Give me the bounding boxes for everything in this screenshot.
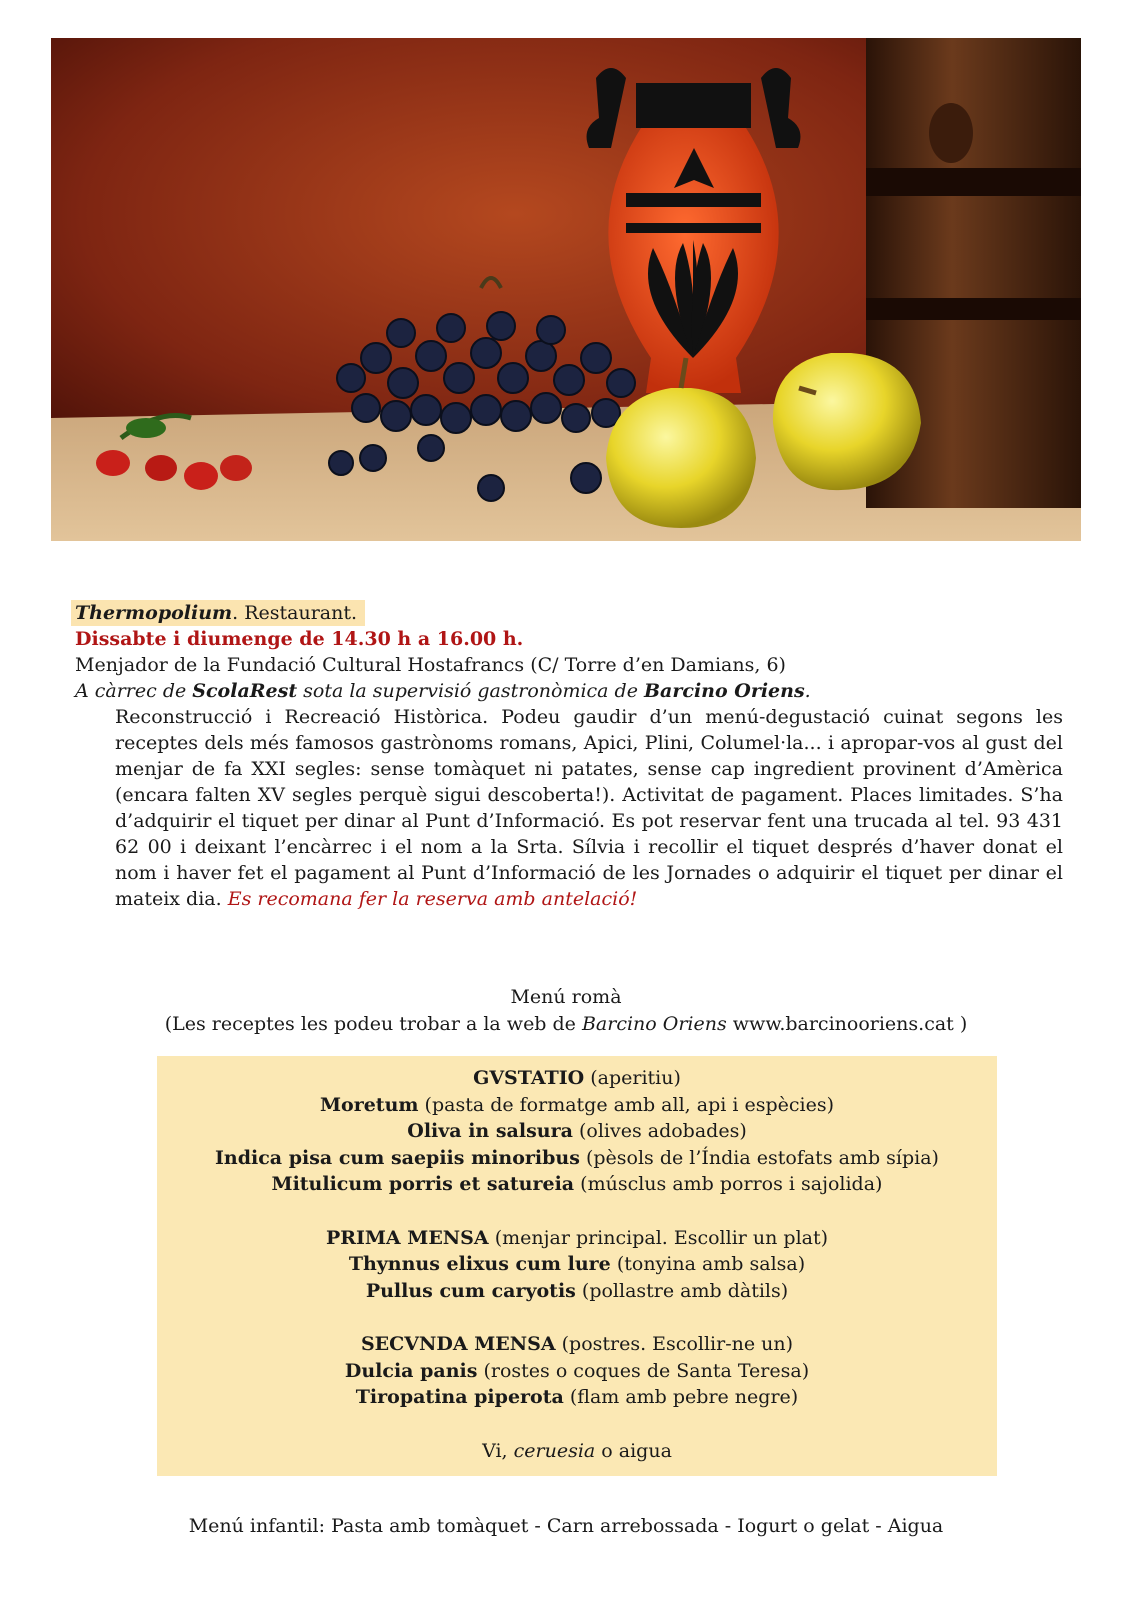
menu-item: Oliva in salsura (olives adobades)	[407, 1120, 747, 1142]
credit-line: A càrrec de ScolaRest sota la supervisió gastronòmica de Barcino Oriens.	[75, 680, 811, 702]
restaurant-name: Thermopolium	[75, 602, 233, 624]
drinks: Vi, ceruesia o aigua	[482, 1439, 672, 1462]
schedule: Dissabte i diumenge de 14.30 h a 16.00 h.	[75, 628, 524, 650]
restaurant-type: . Restaurant.	[232, 602, 358, 624]
still-life-photo-icon	[51, 38, 1081, 541]
menu-title: Menú romà	[510, 986, 622, 1008]
section-secvnda-mensa: SECVNDA MENSA (postres. Escollir-ne un) Dulcia panis (rostes o coques de Santa Teresa) Tiropatina piperota (flam amb pebre negre)	[157, 1331, 997, 1411]
location: Menjador de la Fundació Cultural Hostafrancs (C/ Torre d’en Damians, 6)	[75, 654, 786, 676]
menu-item: Tiropatina piperota (flam amb pebre negre)	[355, 1386, 799, 1408]
section-prima-mensa: PRIMA MENSA (menjar principal. Escollir un plat) Thynnus elixus cum lure (tonyina amb salsa) Pullus cum caryotis (pollastre amb dàtils)	[157, 1225, 997, 1305]
description-text: Reconstrucció i Recreació Històrica. Podeu gaudir d’un menú-degustació cuinat segons les receptes dels més famosos gastrònoms romans, Apici, Plini, Columel·la... i apropar-vos al gust del menjar de fa XXI segles: sense tomàquet ni patates, sense cap ingredient provinent d’Amèrica (encara falten XV segles perquè sigui descoberta!). Activitat de pagament. Places limitades. S’ha d’adquirir el tiquet per dinar al Punt d’Informació. Es pot reservar fent una trucada al tel. 93 431 62 00 i deixant l’encàrrec i el nom a la Srta. Sílvia i recollir el tiquet després d’haver donat el nom i haver fet el pagament al Punt d’Informació de les Jornades o adquirir el tiquet per dinar el mateix dia.	[115, 706, 1063, 910]
roman-menu-box	[157, 1056, 997, 1476]
section-gvstatio: GVSTATIO (aperitiu) Moretum (pasta de formatge amb all, api i espècies) Oliva in salsura (olives adobades) Indica pisa cum saepiis minoribus (pèsols de l’Índia estofats amb sípia) Mitulicum porris et satureia (músclus amb porros i sajolida)	[157, 1065, 997, 1198]
reservation-recommendation: Es recomana fer la reserva amb antelació!	[227, 888, 638, 910]
recipes-note: (Les receptes les podeu trobar a la web de Barcino Oriens www.barcinooriens.cat )	[164, 1013, 968, 1035]
menu-item: Moretum (pasta de formatge amb all, api i espècies)	[320, 1093, 834, 1116]
hero-photo	[51, 38, 1081, 541]
restaurant-title	[71, 600, 365, 626]
credit-scolarest: ScolaRest	[192, 680, 298, 702]
menu-item: Pullus cum caryotis (pollastre amb dàtils)	[365, 1279, 789, 1302]
menu-item: Mitulicum porris et satureia (músclus amb porros i sajolida)	[271, 1173, 883, 1195]
credit-barcino-oriens: Barcino Oriens	[644, 680, 805, 702]
description	[115, 704, 1063, 912]
menu-item: Dulcia panis (rostes o coques de Santa Teresa)	[344, 1359, 810, 1382]
event-info	[75, 600, 1065, 912]
menu-item: Thynnus elixus cum lure (tonyina amb salsa)	[348, 1253, 806, 1275]
kids-menu: Menú infantil: Pasta amb tomàquet - Carn arrebossada - Iogurt o gelat - Aigua	[188, 1515, 944, 1537]
menu-item: Indica pisa cum saepiis minoribus (pèsols de l’Índia estofats amb sípia)	[215, 1146, 939, 1169]
menu-header	[0, 984, 1132, 1038]
